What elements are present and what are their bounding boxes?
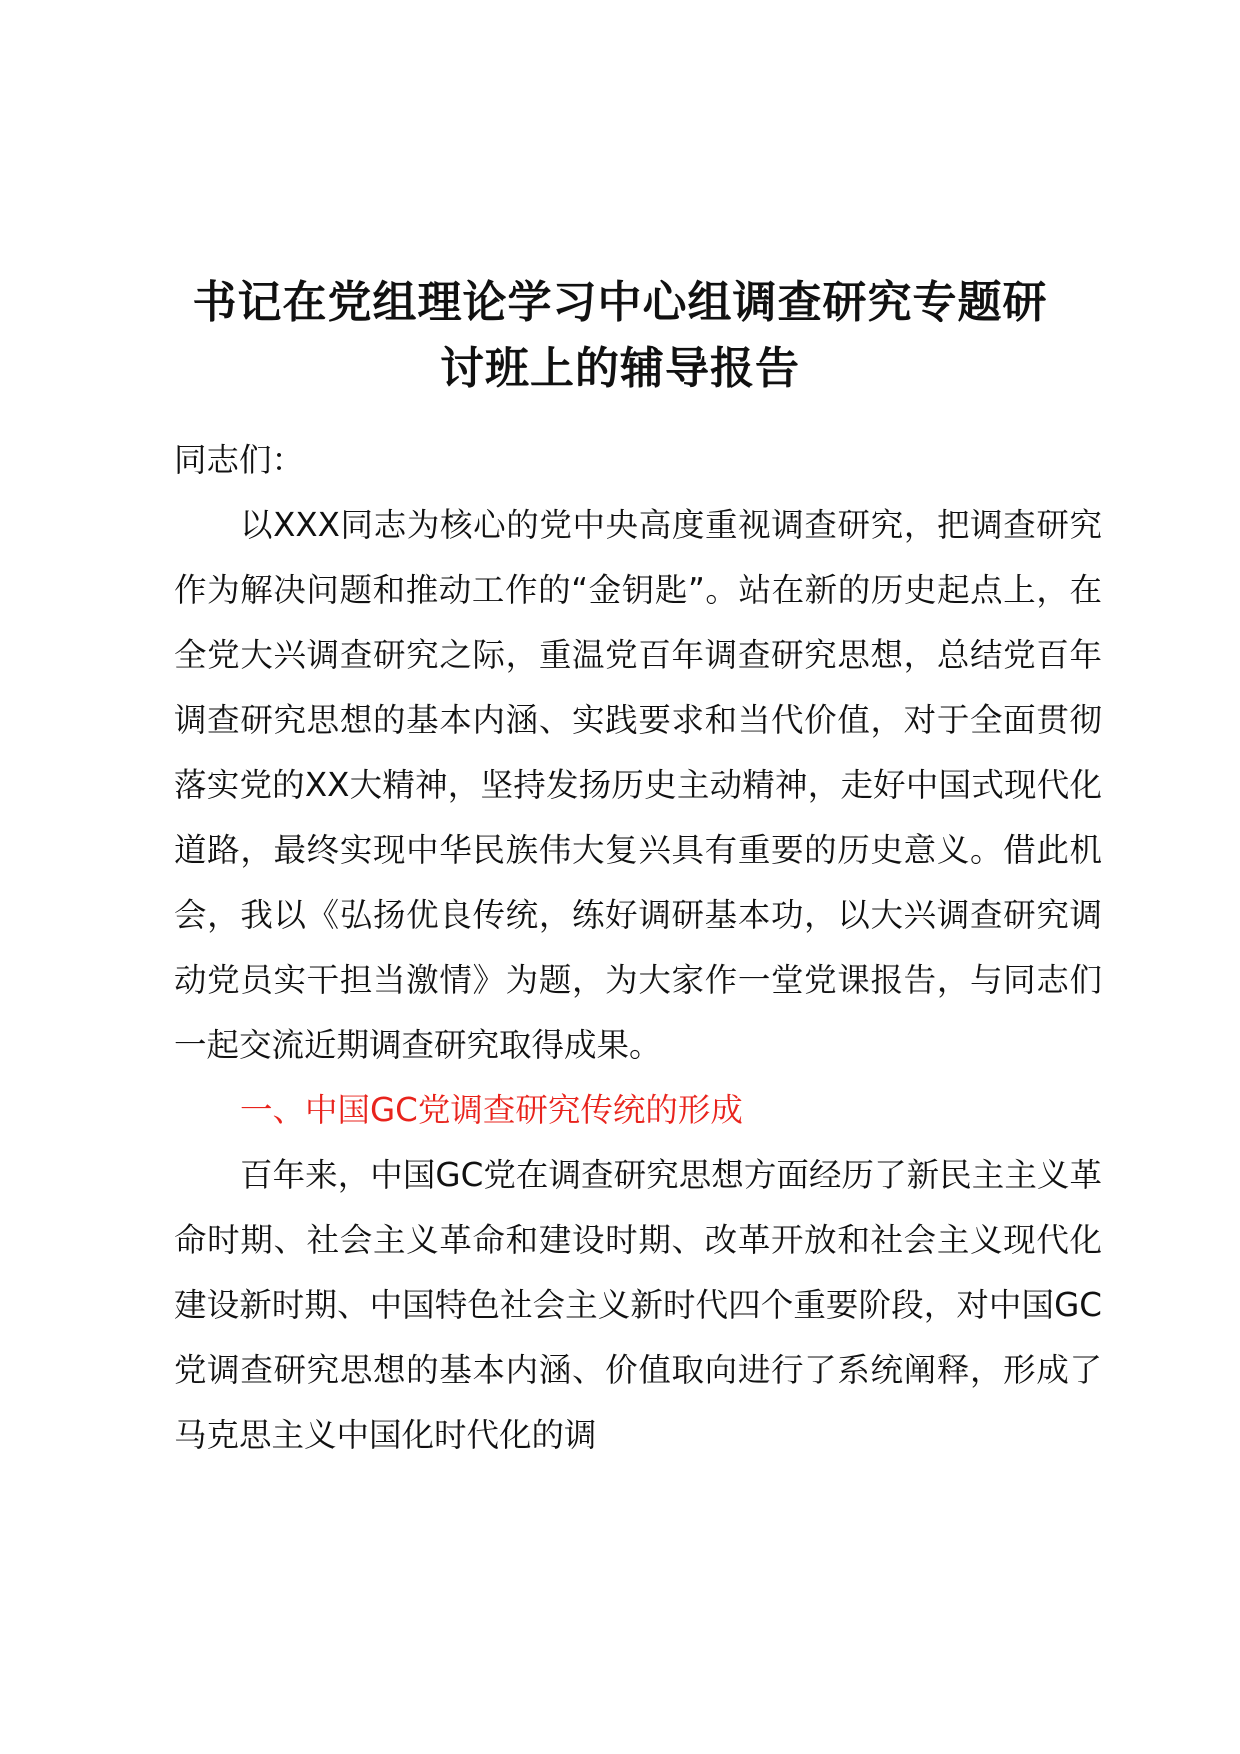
salutation: 同志们：	[174, 441, 305, 479]
document-title	[150, 270, 1090, 402]
title-line-1: 书记在党组理论学习中心组调查研究专题研	[192, 277, 1048, 328]
section-heading-1: 一、中国GC党调查研究传统的形成	[240, 1091, 743, 1129]
paragraph-2: 百年来，中国GC党在调查研究思想方面经历了新民主主义革命时期、社会主义革命和建设时期、改革开放和社会主义现代化建设新时期、中国特色社会主义新时代四个重要阶段，对中国GC党调查研究思想的基本内涵、价值取向进行了系统阐释，形成了马克思主义中国化时代化的调	[174, 1156, 1102, 1454]
title-line-2: 讨班上的辅导报告	[440, 343, 800, 394]
document-body	[174, 428, 1102, 1468]
paragraph-1: 以XXX同志为核心的党中央高度重视调查研究，把调查研究作为解决问题和推动工作的“金钥匙”。站在新的历史起点上，在全党大兴调查研究之际，重温党百年调查研究思想，总结党百年调查研究思想的基本内涵、实践要求和当代价值，对于全面贯彻落实党的XX大精神，坚持发扬历史主动精神，走好中国式现代化道路，最终实现中华民族伟大复兴具有重要的历史意义。借此机会，我以《弘扬优良传统，练好调研基本功，以大兴调查研究调动党员实干担当激情》为题，为大家作一堂党课报告，与同志们一起交流近期调查研究取得成果。	[174, 506, 1102, 1064]
